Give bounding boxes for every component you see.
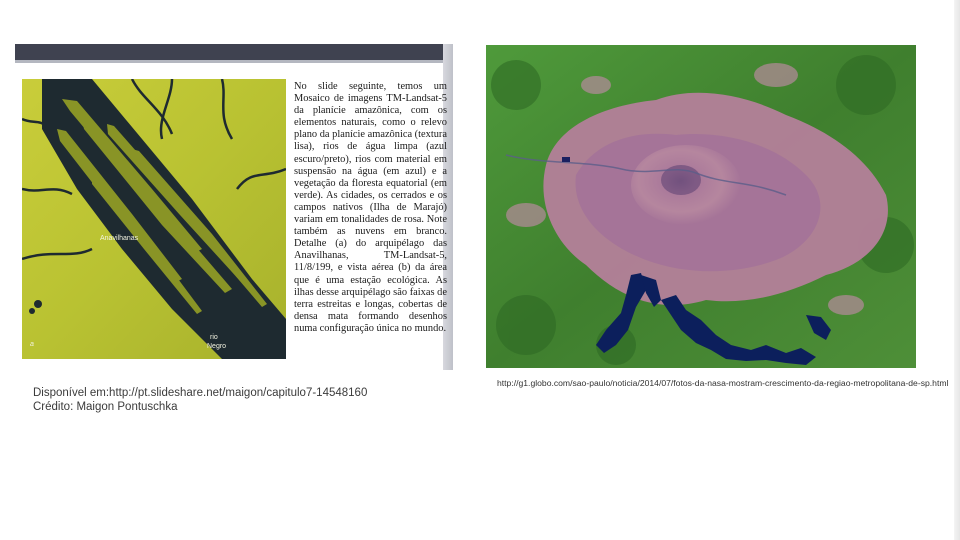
anavilhanas-satellite-photo [22,79,286,359]
anavilhanas-label: Anavilhanas [100,235,139,242]
panel-letter-label: a [30,341,34,348]
left-caption-source: Disponível em:http://pt.slideshare.net/maigon/capitulo7-14548160 [33,387,368,399]
rio-label: rio [210,334,218,341]
right-image-caption: http://g1.globo.com/sao-paulo/noticia/2014/07/fotos-da-nasa-mostram-crescimento-da-regiao-metropolitana-de-sp.html [497,378,949,388]
negro-label: Negro [207,343,227,350]
left-figure [15,44,453,370]
sao-paulo-satellite-photo [486,45,916,368]
left-caption-credit: Crédito: Maigon Pontuschka [33,400,178,413]
left-image-caption [33,387,453,414]
slide-right-edge [954,0,960,540]
figure-header-bar [15,44,453,60]
book-paragraph: No slide seguinte, temos um Mosaico de imagens TM-Landsat-5 da planície amazônica, com os elementos naturais, como o relevo plano da planície amazônica (textura lisa), rios de água limpa (azul escuro/preto), rios com material em suspensão na água (em azul) e a vegetação da floresta equatorial (em verde). As cidades, os cerrados e os campos nativos (Ilha de Marajó) variam em tonalidades de rosa. Note também as nuvens em branco. Detalhe (a) do arquipélago das Anavilhanas, TM-Landsat-5, 11/8/199, e vista aérea (b) da área que é uma estação ecológica. As ilhas desse arquipélago são faixas de terra estreitas e longas, cobertas de densa mata formando desenhos numa configuração única no mundo. [294,81,447,334]
